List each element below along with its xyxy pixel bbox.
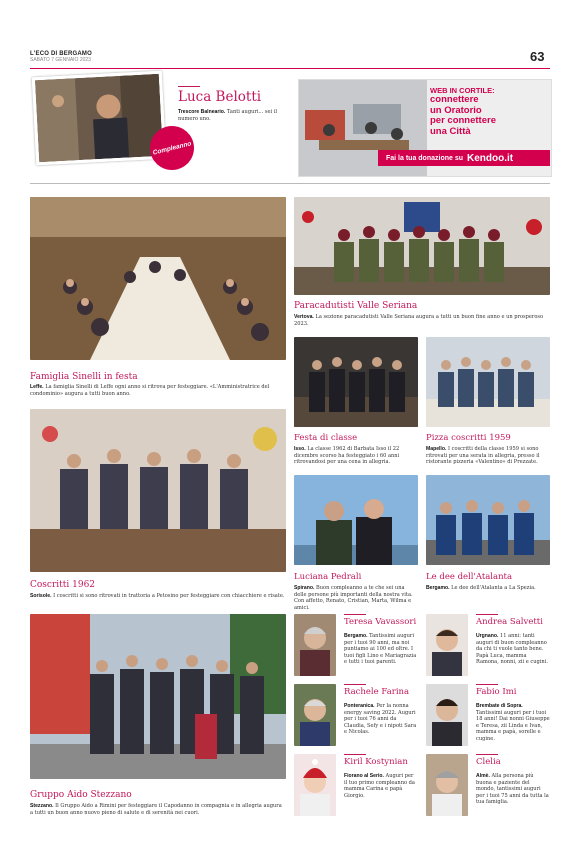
- text-fabio: Tantissimi auguri per i tuoi 18 anni! Dai nonni Giuseppe e Teresa, zii Linda e Ivan, mamma e papà, sorelle e cugine.: [476, 709, 550, 742]
- place-kiril: Fiorano al Serio.: [344, 773, 384, 779]
- photo-rachele: [294, 684, 336, 746]
- ad-line-4: una Città: [430, 125, 471, 137]
- place-clelia: Almè.: [476, 773, 490, 779]
- feature-text: Tanti auguri... sei il numero uno.: [178, 109, 278, 122]
- ad-tag: WEB IN CORTILE:: [430, 86, 495, 95]
- title-rule: [344, 684, 366, 685]
- place-fabio: Brembate di Sopra.: [476, 703, 523, 709]
- title-rachele: Rachele Farina: [344, 687, 410, 697]
- caption-teresa: [344, 633, 418, 666]
- caption-andrea: [476, 633, 550, 666]
- title-pizza-coscritti: Pizza coscritti 1959: [426, 433, 511, 443]
- title-rule: [476, 684, 498, 685]
- text-rachele: Per la nonna energy saving 2022. Auguri per i tuoi 76 anni da Claudia, Sefy e i nipoti Sara e Nicolas.: [344, 703, 417, 736]
- title-fabio: Fabio Imi: [476, 687, 517, 697]
- place-coscritti-1962: Sorisole.: [30, 593, 52, 599]
- photo-dee-atalanta: [426, 475, 550, 565]
- title-festa-di-classe: Festa di classe: [294, 433, 358, 443]
- caption-paracadutisti: [294, 314, 550, 327]
- text-coscritti-1962: I coscritti si sono ritrovati in trattoria a Petosino per festeggiare con chiacchiere e risate.: [53, 593, 285, 599]
- photo-coscritti-1962: [30, 409, 286, 572]
- text-festa-di-classe: La classe 1962 di Barbata Isso il 22 dicembre scorso ha festeggiato i 60 anni ritrovandosi per una cena in allegria.: [294, 446, 400, 466]
- place-rachele: Ponteranica.: [344, 703, 375, 709]
- header-rule: [30, 68, 550, 69]
- place-andrea: Urgnano.: [476, 633, 499, 639]
- caption-pizza-coscritti: [426, 446, 550, 466]
- caption-clelia: [476, 773, 550, 806]
- title-kiril: Kiril Kostynian: [344, 757, 408, 767]
- title-rule: [476, 754, 498, 755]
- photo-kiril: [294, 754, 336, 816]
- ad-donate-bar[interactable]: [378, 150, 550, 166]
- title-clelia: Clelia: [476, 757, 501, 767]
- ad-line-3: per connettere: [430, 115, 496, 126]
- place-sinelli: Leffe.: [30, 384, 44, 390]
- place-festa-di-classe: Isso.: [294, 446, 306, 452]
- title-paracadutisti: Paracadutisti Valle Seriana: [294, 301, 418, 311]
- caption-fabio: [476, 703, 550, 743]
- place-teresa: Bergamo.: [344, 633, 368, 639]
- text-atalanta: Le dee dell'Atalanta a La Spezia.: [451, 585, 536, 591]
- feature-title: Luca Belotti: [178, 89, 262, 105]
- photo-luca-belotti: [32, 71, 166, 166]
- kendoo-logo: Kendoo.it: [467, 152, 514, 164]
- title-luciana: Luciana Pedrali: [294, 572, 362, 582]
- caption-sinelli: [30, 384, 286, 397]
- place-atalanta: Bergamo.: [426, 585, 450, 591]
- photo-festa-di-classe: [294, 337, 418, 427]
- caption-kiril: [344, 773, 418, 799]
- ad-text: [430, 86, 545, 137]
- photo-clelia: [426, 754, 468, 816]
- birthday-badge: Compleanno: [145, 121, 198, 174]
- caption-luciana: [294, 585, 418, 611]
- place-pizza-coscritti: Mapello.: [426, 446, 447, 452]
- place-aido: Stezzano.: [30, 803, 54, 809]
- ad-cta: Fai la tua donazione su: [386, 154, 464, 162]
- text-paracadutisti: La sezione paracadutisti Valle Seriana augura a tutti un buon fine anno e un prosperoso 2023.: [294, 314, 544, 327]
- title-coscritti-1962: Coscritti 1962: [30, 580, 96, 590]
- title-rule: [178, 86, 200, 87]
- caption-festa-di-classe: [294, 446, 418, 466]
- title-atalanta: Le dee dell'Atalanta: [426, 572, 513, 582]
- caption-rachele: [344, 703, 418, 736]
- caption-coscritti-1962: [30, 593, 286, 600]
- masthead: [30, 51, 92, 63]
- text-aido: Il Gruppo Aido a Rimini per festeggiare il Capodanno in compagnia e in allegria augura a tutti un buon anno nuovo pieno di salute e di serenità nei cuori.: [30, 803, 282, 816]
- caption-atalanta: [426, 585, 550, 592]
- photo-teresa: [294, 614, 336, 676]
- ad-line-2: un Oratorio: [430, 104, 482, 116]
- text-clelia: Alla persona più buona e paziente del mondo, tantissimi auguri per i tuoi 75 anni da tutta la tua famiglia.: [476, 773, 549, 806]
- newspaper-name: L'ECO DI BERGAMO: [30, 51, 92, 57]
- photo-famiglia-sinelli: [30, 197, 286, 360]
- title-teresa: Teresa Vavassori: [344, 617, 417, 627]
- title-rule: [476, 614, 498, 615]
- title-rule: [344, 754, 366, 755]
- photo-pizza-coscritti: [426, 337, 550, 427]
- text-teresa: Tantissimi auguri per i tuoi 90 anni, ma noi puntiamo ai 100 ed oltre. I tuoi figli Lino e Mariagrazia e tutti i tuoi parenti.: [344, 633, 417, 666]
- feature-place: Trescore Balneario.: [178, 109, 226, 115]
- title-aido: Gruppo Aido Stezzano: [30, 790, 132, 800]
- page-number: 63: [530, 49, 545, 64]
- title-sinelli: Famiglia Sinelli in festa: [30, 372, 138, 382]
- text-sinelli: La famiglia Sinelli di Leffe ogni anno si ritrova per festeggiare. «L'Amministratrice del condominio» augura a tutti buon anno.: [30, 384, 270, 397]
- photo-paracadutisti: [294, 197, 550, 295]
- place-paracadutisti: Vertova.: [294, 314, 314, 320]
- photo-luciana-pedrali: [294, 475, 418, 565]
- text-andrea: 11 anni: tanti auguri di buon compleanno da chi ti vuole tanto bene. Papà Luca, mamma Ramona, nonni, zii e cugini.: [476, 633, 548, 666]
- caption-aido: [30, 803, 286, 816]
- title-rule: [344, 614, 366, 615]
- issue-date: SABATO 7 GENNAIO 2023: [30, 57, 91, 63]
- text-pizza-coscritti: I coscritti della classe 1959 si sono ritrovati per una serata in allegria, presso il ristorante pizzeria «Valentino» di Prezzate.: [426, 446, 540, 466]
- text-luciana: Buon compleanno a te che sei una delle persone più importanti della nostra vita. Con affetto, Renato, Cristian, Marta, Wilma e amici.: [294, 585, 413, 611]
- photo-andrea: [426, 614, 468, 676]
- photo-gruppo-aido: [30, 614, 286, 779]
- section-divider: [30, 183, 550, 184]
- place-luciana: Spirano.: [294, 585, 315, 591]
- photo-fabio: [426, 684, 468, 746]
- feature-caption: [178, 109, 278, 122]
- ad-line-1: connettere: [430, 94, 479, 105]
- text-kiril: Auguri per il tuo primo compleanno da mamma Carina e papà Giorgio.: [344, 773, 415, 799]
- title-andrea: Andrea Salvetti: [476, 617, 543, 627]
